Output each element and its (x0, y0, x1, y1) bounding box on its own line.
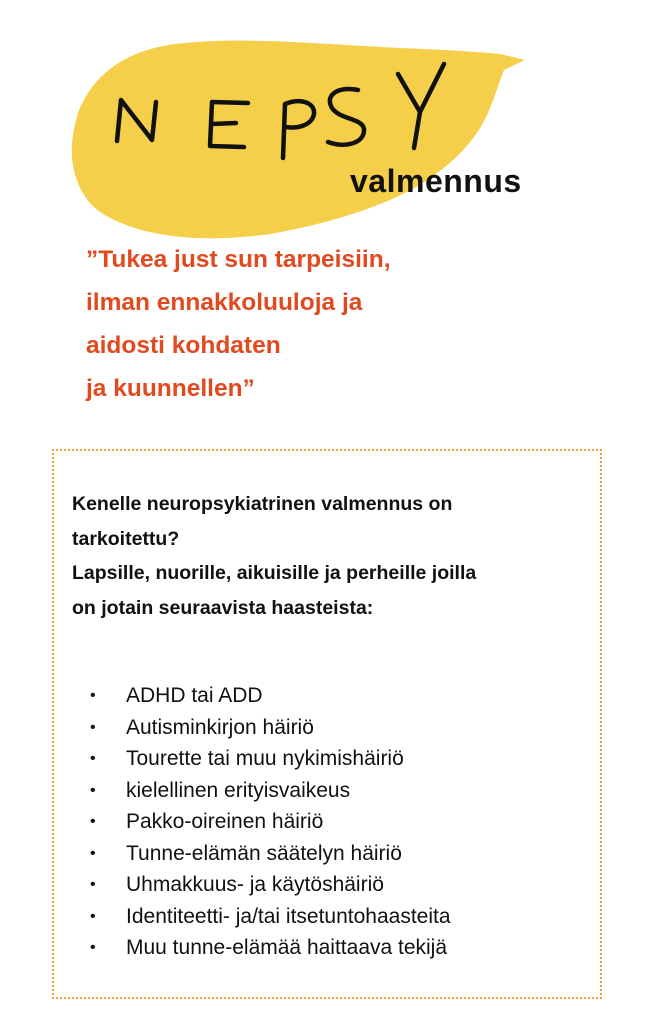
condition-label: ADHD tai ADD (126, 684, 263, 707)
answer-line: Lapsille, nuorille, aikuisille ja perheille joilla (72, 562, 477, 584)
condition-label: Muu tunne-elämää haittaava tekijä (126, 936, 448, 959)
list-item (54, 901, 451, 933)
target-group-intro (72, 487, 592, 625)
bullet-icon: • (90, 781, 96, 799)
bullet-icon: • (90, 844, 96, 862)
list-item (54, 680, 451, 712)
nepsy-logo-image (0, 0, 653, 240)
condition-label: Pakko-oireinen häiriö (126, 810, 324, 833)
list-item (54, 712, 451, 744)
answer-line: on jotain seuraavista haasteista: (72, 596, 374, 619)
question-line: tarkoitettu? (72, 527, 180, 550)
bullet-icon: • (90, 939, 96, 956)
bullet-icon: • (90, 813, 96, 830)
bullet-icon: • (90, 687, 96, 704)
condition-label: Uhmakkuus- ja käytöshäiriö (126, 873, 384, 896)
conditions-list (54, 680, 451, 964)
target-group-box (52, 449, 602, 999)
slogan-line: ja kuunnellen” (86, 375, 255, 402)
list-item (54, 743, 451, 775)
list-item (54, 869, 451, 901)
list-item (54, 775, 451, 807)
bullet-icon: • (90, 750, 96, 767)
list-item (54, 932, 451, 964)
slogan-line: ilman ennakkoluuloja ja (86, 289, 363, 316)
list-item (54, 806, 451, 838)
bullet-icon: • (90, 907, 96, 925)
question-line: Kenelle neuropsykiatrinen valmennus on (72, 493, 453, 515)
slogan-quote (86, 238, 606, 410)
list-item (54, 838, 451, 870)
logo-area (0, 0, 653, 240)
brand-name-valmennus: valmennus (350, 163, 522, 199)
condition-label: Autisminkirjon häiriö (126, 715, 314, 739)
condition-label: kielellinen erityisvaikeus (126, 778, 351, 802)
slogan-line: aidosti kohdaten (86, 332, 281, 359)
condition-label: Tourette tai muu nykimishäiriö (126, 747, 404, 770)
slogan-line: ”Tukea just sun tarpeisiin, (86, 246, 391, 273)
bullet-icon: • (90, 876, 96, 893)
condition-label: Tunne-elämän säätelyn häiriö (126, 841, 402, 865)
bullet-icon: • (90, 718, 96, 736)
yellow-leaf-blob (72, 41, 525, 239)
condition-label: Identiteetti- ja/tai itsetuntohaasteita (126, 904, 451, 928)
